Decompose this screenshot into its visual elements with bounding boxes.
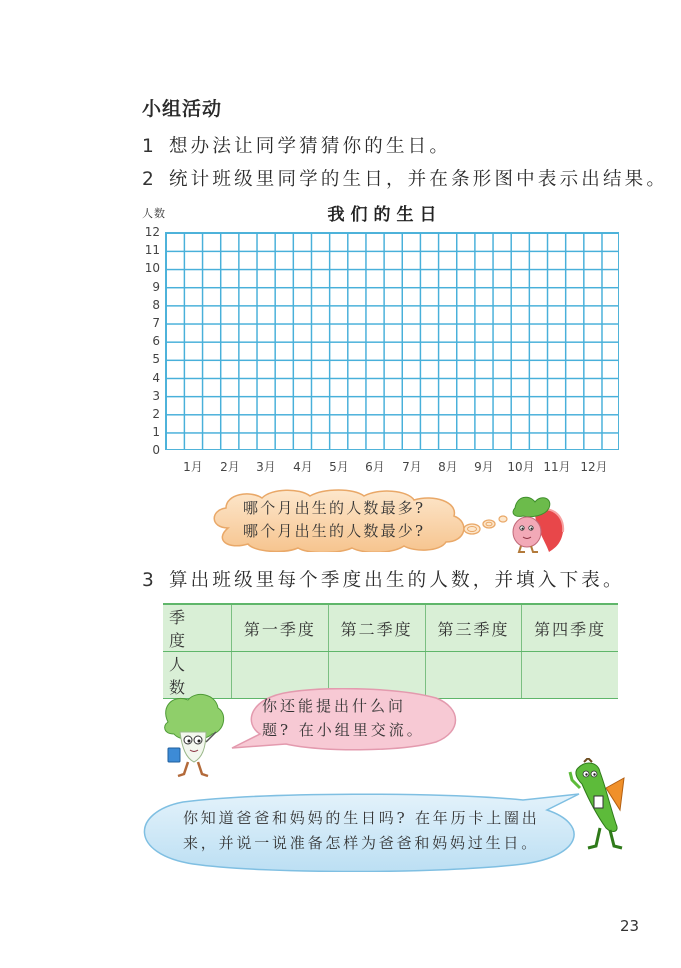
table-header-cell: 第三季度 [425,604,522,652]
chart-title: 我们的生日 [327,205,443,225]
thought-bubble-text [243,497,425,543]
y-tick: 0 [152,443,160,457]
y-tick: 9 [152,280,160,294]
table-header-cell: 第四季度 [522,604,618,652]
thought-line: 哪个月出生的人数最多? [243,499,426,517]
pink-line: 你还能提出什么问 [262,697,407,715]
y-tick: 1 [152,425,160,439]
task-text: 统计班级里同学的生日，并在条形图中表示出结果。 [168,169,669,190]
section-heading: 小组活动 [142,98,223,120]
x-tick: 8月 [438,460,458,474]
y-tick: 5 [152,352,160,366]
table-header-cell: 季 度 [163,604,232,652]
task-1 [142,132,451,158]
bar-chart-grid[interactable] [165,232,619,450]
task-number: 2 [142,169,157,190]
x-tick: 11月 [543,460,571,474]
blue-bubble-text [183,806,540,856]
y-tick: 2 [152,407,160,421]
y-tick: 4 [152,371,160,385]
y-tick: 6 [152,334,160,348]
count-cell-q4[interactable] [522,652,618,699]
blue-line: 来，并说一说准备怎样为爸爸和妈妈过生日。 [183,834,540,852]
x-tick: 9月 [474,460,494,474]
task-2 [142,165,668,191]
table-row-label: 人 数 [163,652,232,699]
task-number: 1 [142,136,157,157]
y-tick: 7 [152,316,160,330]
table-header-cell: 第一季度 [232,604,329,652]
pea-pod-character-icon [566,758,628,854]
pink-line: 题? 在小组里交流。 [262,721,425,739]
x-tick: 6月 [365,460,385,474]
task-text: 想办法让同学猜猜你的生日。 [168,136,452,157]
pink-bubble-text [262,694,425,742]
y-axis-label: 人数 [142,207,166,220]
x-tick: 2月 [220,460,240,474]
y-tick: 12 [144,225,160,239]
x-tick: 10月 [507,460,535,474]
x-tick: 5月 [329,460,349,474]
y-tick: 3 [152,389,160,403]
table-header-cell: 第二季度 [328,604,425,652]
x-tick: 4月 [293,460,313,474]
cabbage-character-icon [160,692,228,778]
x-tick: 7月 [402,460,422,474]
x-tick: 1月 [183,460,203,474]
task-3 [142,566,625,592]
blue-line: 你知道爸爸和妈妈的生日吗? 在年历卡上圈出 [183,809,540,827]
task-text: 算出班级里每个季度出生的人数，并填入下表。 [168,570,625,591]
x-tick: 12月 [580,460,608,474]
x-tick: 3月 [256,460,276,474]
table-header-row [163,604,618,652]
y-tick: 10 [144,261,160,275]
y-tick: 8 [152,298,160,312]
y-tick: 11 [144,243,160,257]
task-number: 3 [142,570,157,591]
season-table [163,603,618,699]
radish-character-icon [505,494,569,558]
page-number: 23 [620,917,640,935]
thought-line: 哪个月出生的人数最少? [243,522,426,540]
